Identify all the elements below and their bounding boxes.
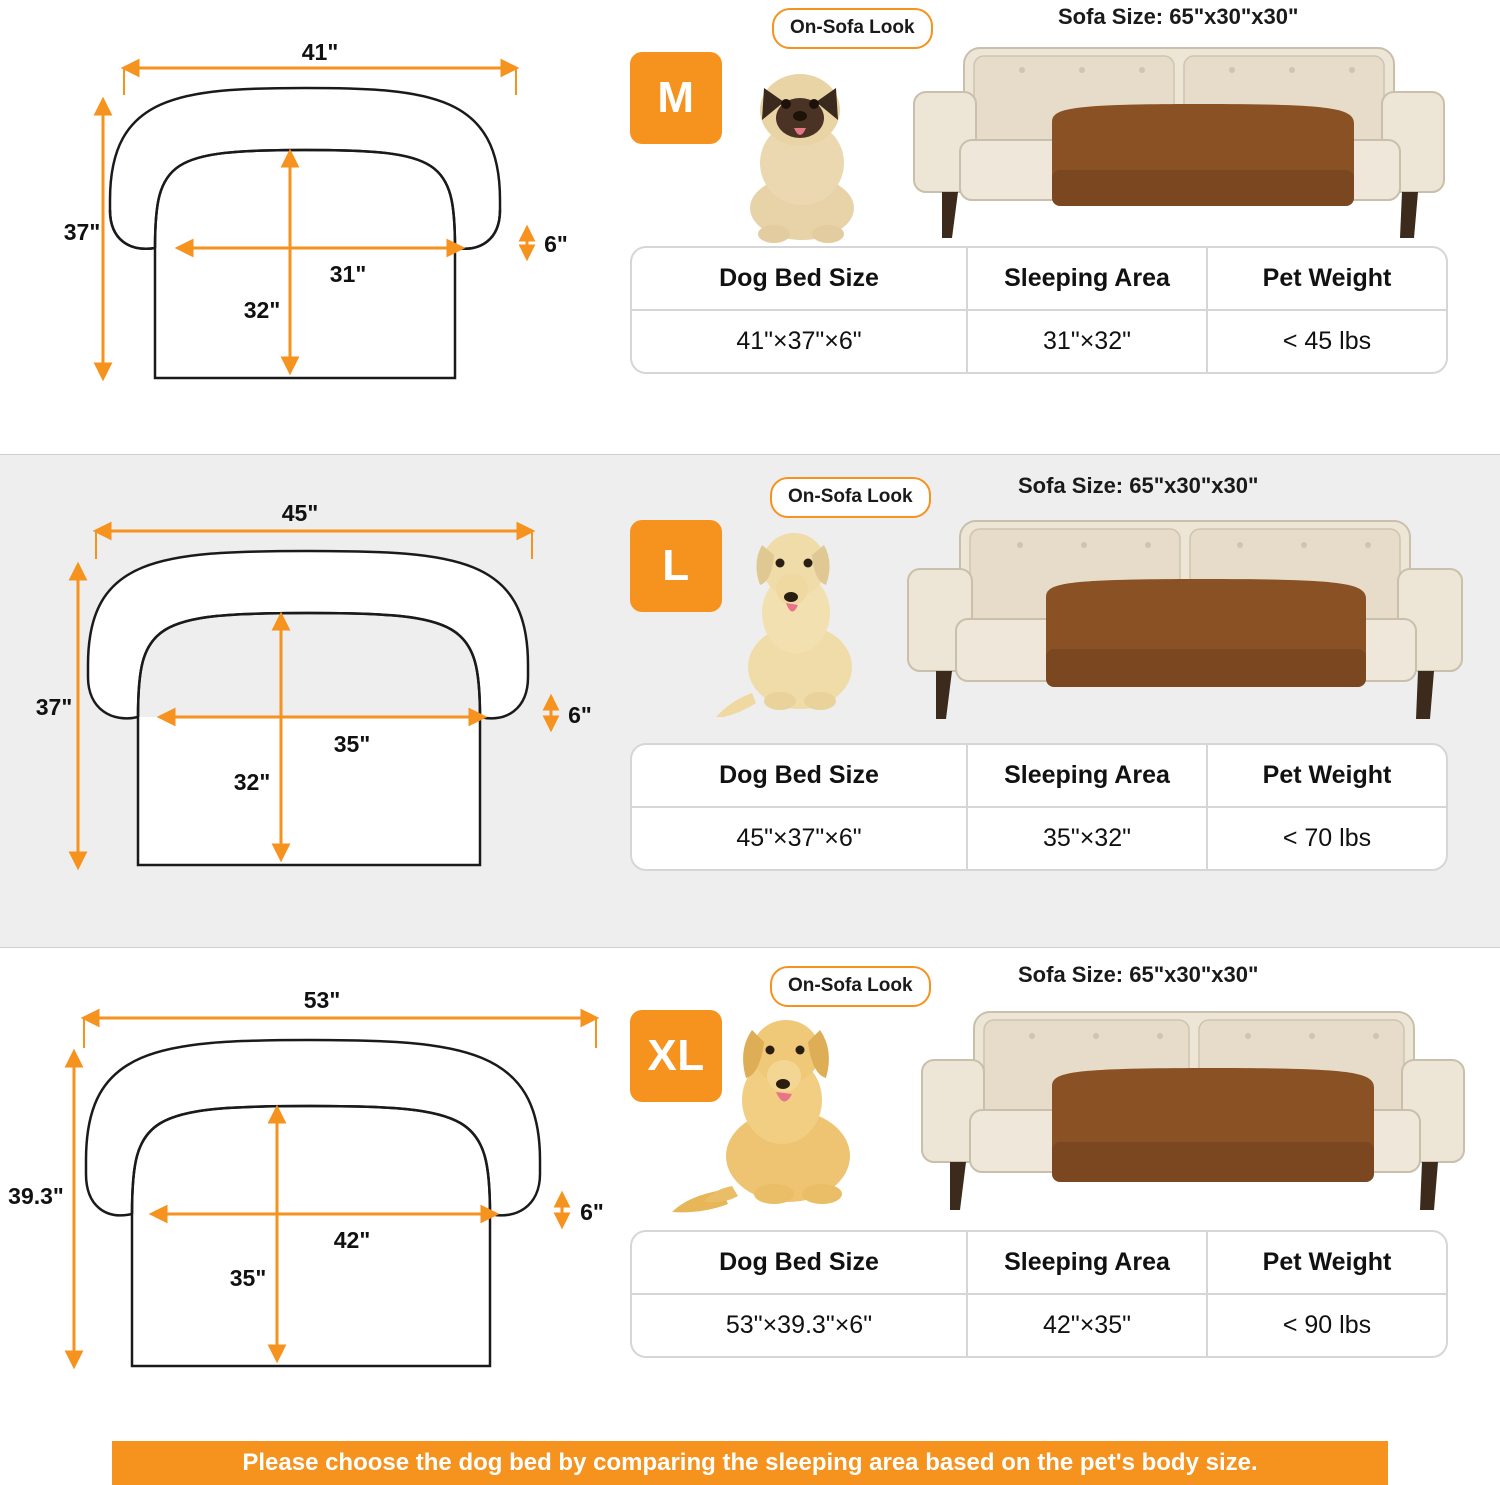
dog-illustration-golden-retriever: [670, 1004, 890, 1224]
bed-diagram-svg-m: [0, 0, 612, 455]
height-dimension: [71, 565, 85, 867]
inner-bolster-edge: [155, 150, 455, 248]
header-sleeping-area: Sleeping Area: [968, 1232, 1208, 1293]
value-sleeping-area: 31"×32": [968, 311, 1208, 372]
value-pet-weight: < 70 lbs: [1282, 824, 1372, 852]
bolster-outline: [88, 551, 528, 718]
size-badge-xl: XL: [630, 1010, 722, 1102]
value-pet-weight: < 90 lbs: [1282, 1311, 1372, 1339]
on-sofa-look-label-l: On-Sofa Look: [770, 477, 931, 518]
spec-table-m: [630, 246, 1448, 374]
header-dog-bed-size: Dog Bed Size: [632, 1232, 968, 1293]
value-sleeping-area: 35"×32": [968, 808, 1208, 869]
value-dog-bed-size: 45"×37"×6": [632, 808, 968, 869]
dog-illustration-labrador: [708, 517, 883, 722]
spec-table-xl: [630, 1230, 1448, 1358]
thickness-dimension: [556, 1194, 568, 1226]
spec-table-l: [630, 743, 1448, 871]
footer-wrapper: [0, 1441, 1500, 1485]
sofa-illustration-xl: [912, 994, 1482, 1234]
inner-bolster-edge: [138, 613, 480, 717]
header-dog-bed-size: Dog Bed Size: [632, 745, 968, 806]
sofa-illustration-m: [902, 30, 1462, 260]
right-panel-l: [612, 455, 1500, 947]
size-row-m: [0, 0, 1500, 455]
width-label: 41": [301, 39, 339, 65]
sofa-size-label-xl: Sofa Size: 65"x30"x30": [1018, 962, 1259, 987]
inner-width-label: 35": [333, 731, 371, 757]
height-label: 39.3": [8, 1183, 64, 1209]
height-label: 37": [63, 219, 101, 245]
bed-diagram-xl: [0, 948, 612, 1441]
width-dimension: [84, 1011, 596, 1025]
spec-table-row-xl: [632, 1295, 1446, 1356]
height-label: 37": [35, 694, 73, 720]
height-dimension: [67, 1052, 81, 1366]
on-sofa-look-label-xl: On-Sofa Look: [770, 966, 931, 1007]
inner-depth-label: 32": [243, 297, 281, 323]
mattress-outline: [138, 717, 480, 865]
right-panel-m: [612, 0, 1500, 454]
thickness-dimension: [521, 228, 533, 258]
thickness-label: 6": [544, 231, 568, 257]
size-badge-l: L: [630, 520, 722, 612]
header-sleeping-area: Sleeping Area: [968, 745, 1208, 806]
size-badge-m: M: [630, 52, 722, 144]
inner-width-label: 42": [333, 1227, 371, 1253]
mattress-outline: [132, 1214, 490, 1366]
width-label: 45": [281, 500, 319, 526]
size-row-xl: [0, 948, 1500, 1441]
inner-bolster-edge: [132, 1106, 490, 1214]
value-sleeping-area: 42"×35": [968, 1295, 1208, 1356]
thickness-label: 6": [580, 1199, 604, 1225]
width-label: 53": [303, 987, 341, 1013]
bed-diagram-svg-xl: [0, 948, 612, 1441]
header-sleeping-area: Sleeping Area: [968, 248, 1208, 309]
sofa-illustration-l: [894, 503, 1474, 743]
spec-table-header-m: [632, 248, 1446, 311]
header-pet-weight: Pet Weight: [1262, 761, 1392, 789]
spec-table-header-l: [632, 745, 1446, 808]
value-pet-weight: < 45 lbs: [1282, 327, 1372, 355]
bed-diagram-m: [0, 0, 612, 454]
thickness-label: 6": [568, 702, 592, 728]
sofa-size-label-l: Sofa Size: 65"x30"x30": [1018, 473, 1259, 498]
inner-depth-label: 32": [233, 769, 271, 795]
right-panel-xl: [612, 948, 1500, 1441]
mattress-outline: [155, 248, 455, 378]
spec-table-row-m: [632, 311, 1446, 372]
inner-depth-label: 35": [229, 1265, 267, 1291]
thickness-dimension: [545, 697, 557, 729]
header-pet-weight: Pet Weight: [1262, 264, 1392, 292]
bolster-outline: [110, 88, 500, 249]
dog-illustration-pug: [722, 58, 882, 253]
width-dimension: [96, 524, 532, 538]
header-dog-bed-size: Dog Bed Size: [632, 248, 968, 309]
inner-width-label: 31": [329, 261, 367, 287]
sofa-size-label-m: Sofa Size: 65"x30"x30": [1058, 4, 1299, 29]
bed-diagram-svg-l: [0, 455, 612, 948]
value-dog-bed-size: 53"×39.3"×6": [632, 1295, 968, 1356]
on-sofa-look-label-m: On-Sofa Look: [772, 8, 933, 49]
spec-table-header-xl: [632, 1232, 1446, 1295]
bed-diagram-l: [0, 455, 612, 947]
header-pet-weight: Pet Weight: [1262, 1248, 1392, 1276]
footer-note: Please choose the dog bed by comparing the sleeping area based on the pet's body size.: [112, 1441, 1388, 1485]
value-dog-bed-size: 41"×37"×6": [632, 311, 968, 372]
size-row-l: [0, 455, 1500, 948]
spec-table-row-l: [632, 808, 1446, 869]
